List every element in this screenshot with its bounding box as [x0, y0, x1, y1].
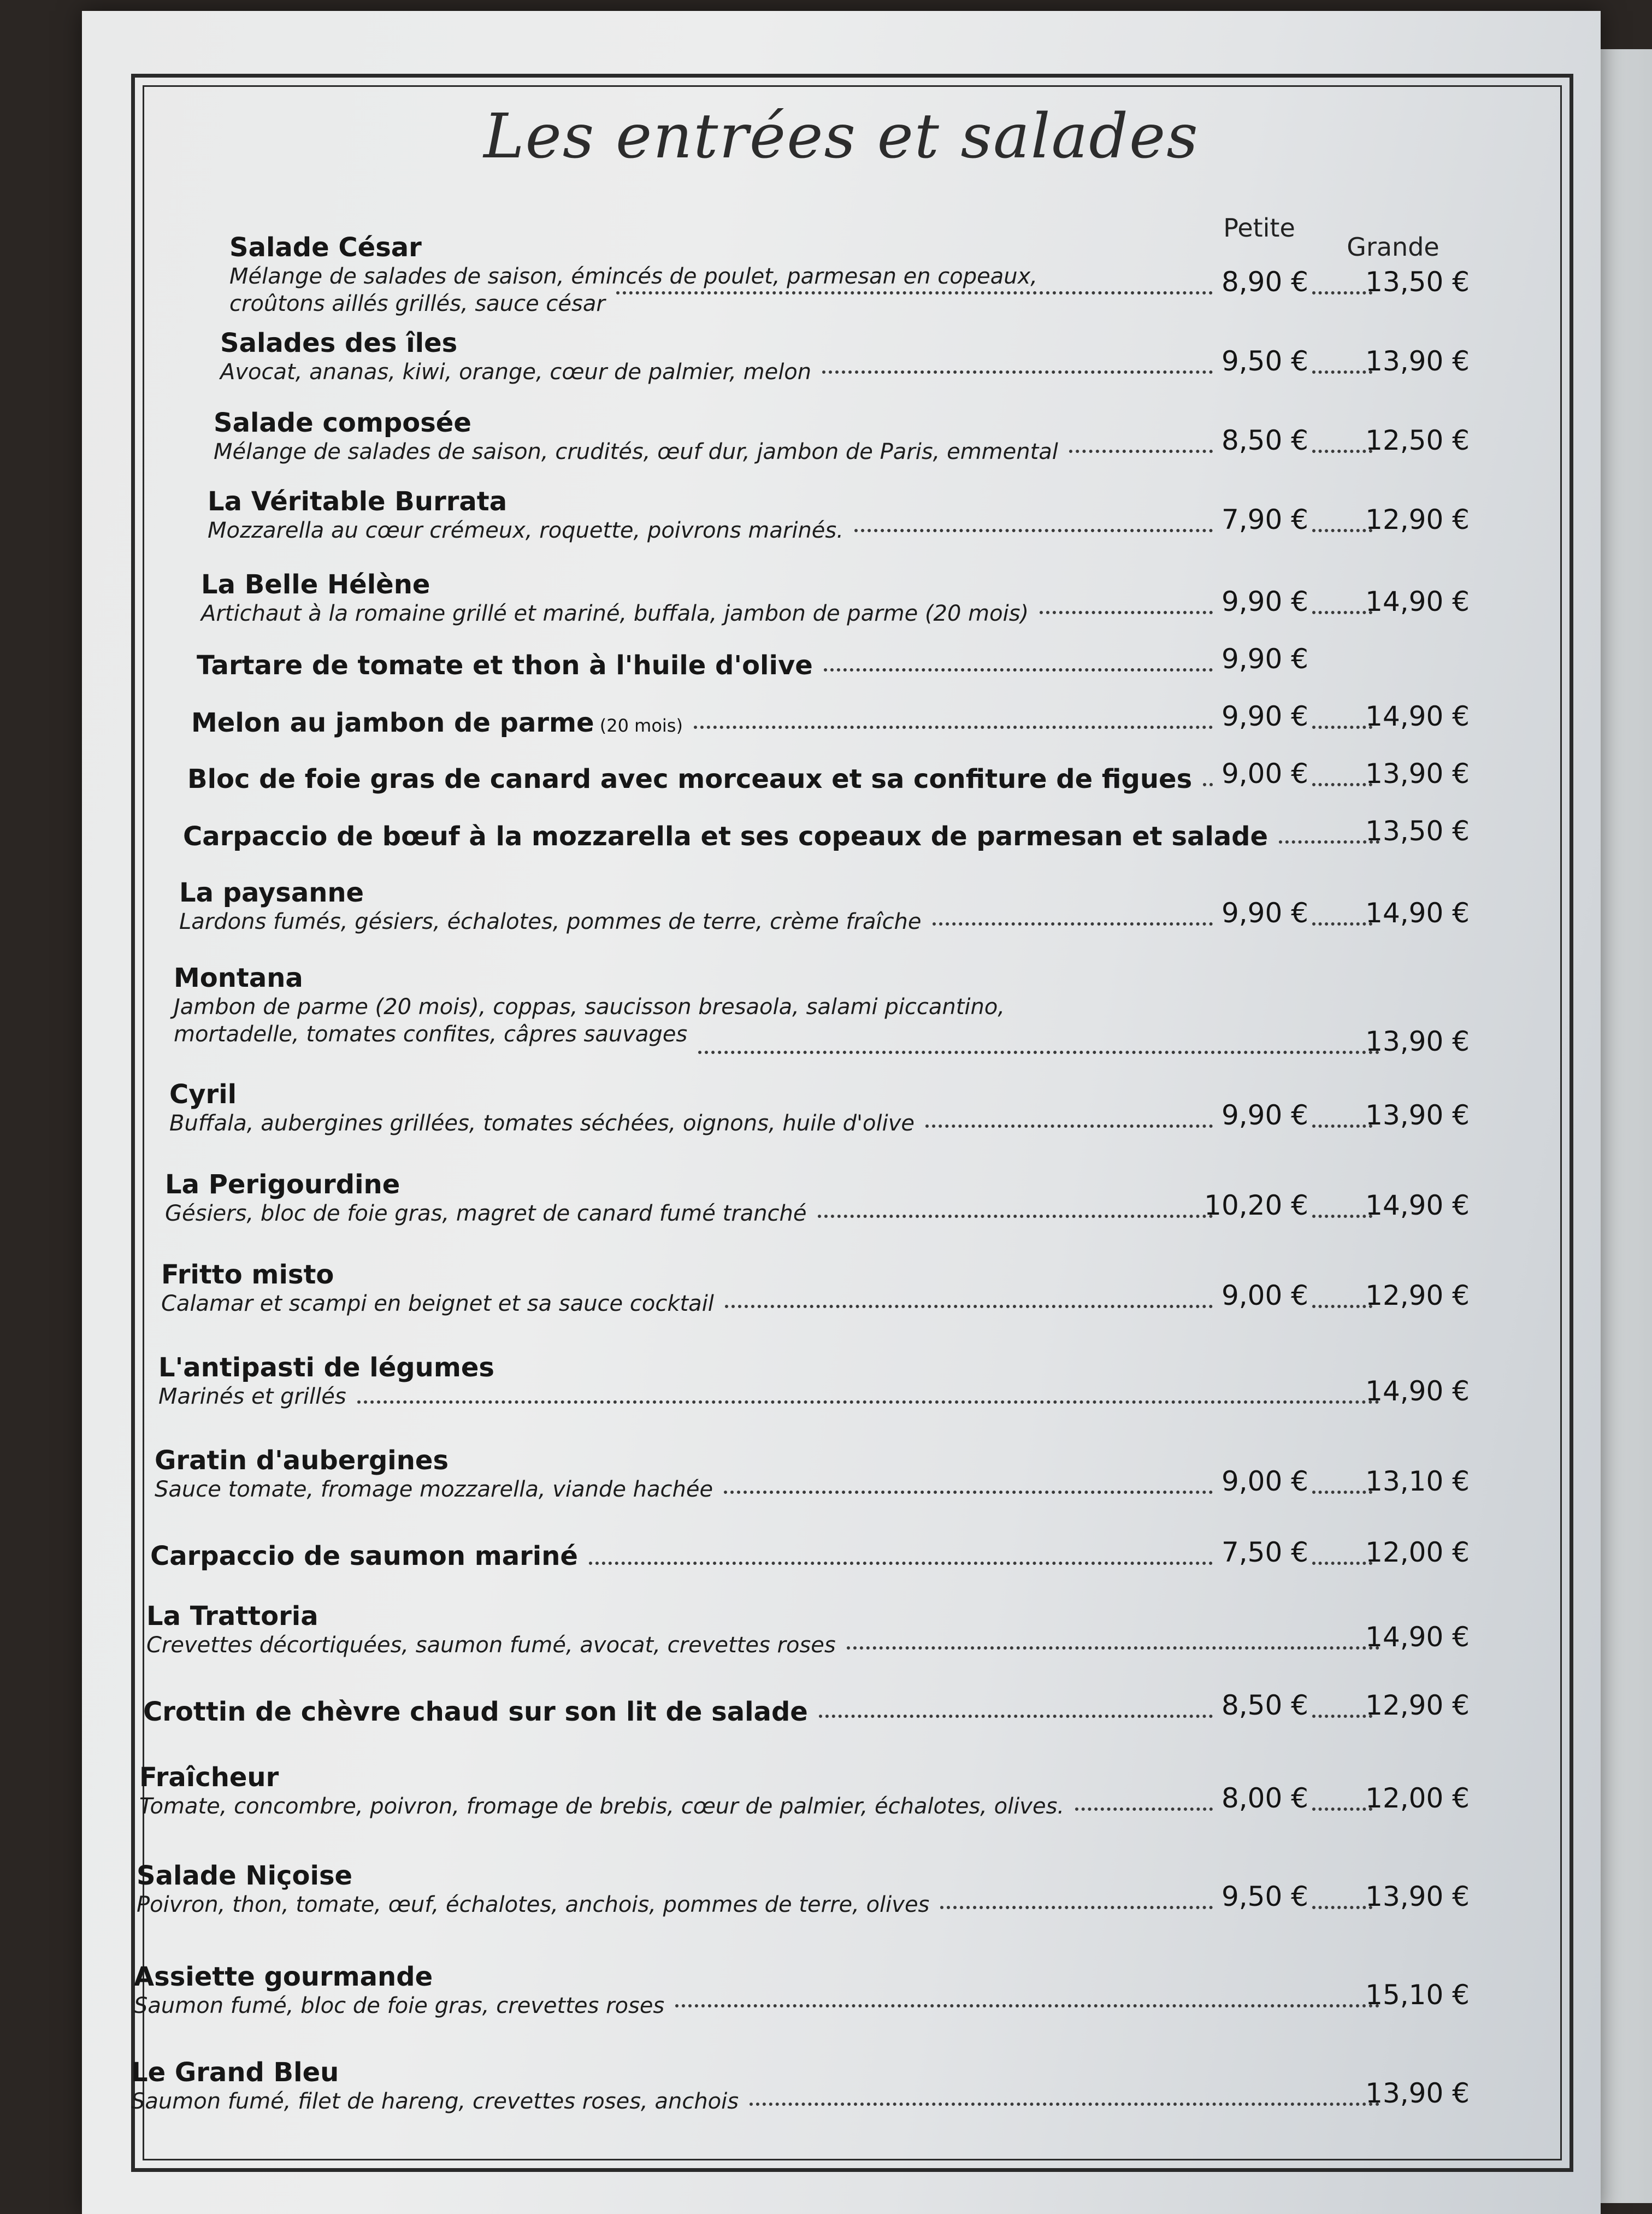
- price-petite: 9,90 €: [1221, 1099, 1308, 1131]
- menu-item-name: Fritto misto: [161, 1259, 334, 1290]
- price-grande: 13,90 €: [1365, 1881, 1470, 1912]
- leader-dots: [1203, 783, 1213, 786]
- price-leader-dots: [1312, 1807, 1372, 1811]
- menu-item-description: Saumon fumé, bloc de foie gras, crevettes roses: [134, 1993, 665, 2018]
- price-grande: 13,50 €: [1365, 266, 1470, 298]
- menu-item-name: Montana: [174, 963, 303, 993]
- menu-item-name: Fraîcheur: [139, 1762, 279, 1793]
- price-grande: 14,90 €: [1365, 897, 1470, 929]
- price-leader-dots: [1312, 1124, 1372, 1128]
- price-petite: 9,50 €: [1221, 1881, 1308, 1912]
- leader-dots: [725, 1305, 1213, 1308]
- leader-dots: [694, 726, 1213, 729]
- leader-dots: [819, 1715, 1213, 1718]
- menu-item-description: Mozzarella au cœur crémeux, roquette, poivrons marinés.: [208, 518, 843, 543]
- price-grande: 13,90 €: [1365, 345, 1470, 377]
- menu-item-name: La Véritable Burrata: [208, 486, 508, 517]
- leader-dots: [698, 1051, 1379, 1054]
- menu-item-description: Calamar et scampi en beignet et sa sauce cocktail: [161, 1291, 714, 1316]
- price-leader-dots: [1312, 450, 1372, 453]
- leader-dots: [724, 1491, 1213, 1494]
- price-grande: 12,00 €: [1365, 1536, 1470, 1568]
- column-header-grande: Grande: [1347, 232, 1439, 262]
- price-leader-dots: [1312, 370, 1372, 374]
- menu-item-description: Marinés et grillés: [158, 1384, 346, 1409]
- page-title: Les entrées et salades: [483, 101, 1199, 172]
- leader-dots: [1040, 611, 1213, 614]
- price-grande: 13,50 €: [1365, 815, 1470, 847]
- menu-item-name: Cyril: [169, 1079, 237, 1110]
- menu-item-name: L'antipasti de légumes: [158, 1352, 494, 1383]
- price-leader-dots: [1312, 1562, 1372, 1565]
- menu-item-note: (20 mois): [594, 715, 683, 736]
- price-grande: 14,90 €: [1365, 1621, 1470, 1653]
- price-grande: 14,90 €: [1365, 1190, 1470, 1221]
- leader-dots: [1069, 450, 1213, 453]
- menu-item-name: Tartare de tomate et thon à l'huile d'olive: [197, 650, 813, 681]
- leader-dots: [750, 2103, 1379, 2106]
- menu-item-name: Crottin de chèvre chaud sur son lit de salade: [143, 1697, 808, 1727]
- price-petite: 7,50 €: [1221, 1536, 1308, 1568]
- leader-dots: [589, 1562, 1213, 1565]
- menu-item-description: Buffala, aubergines grillées, tomates séchées, oignons, huile d'olive: [169, 1111, 915, 1136]
- leader-dots: [675, 2004, 1379, 2007]
- menu-item-name: La Belle Hélène: [201, 569, 430, 600]
- price-grande: 14,90 €: [1365, 1375, 1470, 1407]
- menu-item-name: Salade composée: [214, 408, 471, 438]
- price-leader-dots: [1312, 783, 1372, 786]
- menu-item-description: Tomate, concombre, poivron, fromage de brebis, cœur de palmier, échalotes, olives.: [139, 1794, 1065, 1819]
- leader-dots: [822, 370, 1213, 374]
- menu-item-description: Crevettes décortiquées, saumon fumé, avocat, crevettes roses: [146, 1633, 836, 1658]
- price-leader-dots: [1312, 1491, 1372, 1494]
- price-petite: 9,90 €: [1221, 586, 1308, 617]
- price-leader-dots: [1312, 611, 1372, 614]
- price-grande: 13,90 €: [1365, 758, 1470, 790]
- price-petite: 9,50 €: [1221, 345, 1308, 377]
- menu-item-description: Avocat, ananas, kiwi, orange, cœur de palmier, melon: [220, 360, 812, 385]
- price-leader-dots: [1312, 291, 1372, 295]
- menu-item-name: Salades des îles: [220, 328, 458, 358]
- price-grande: 13,90 €: [1365, 2077, 1470, 2109]
- price-grande: 13,90 €: [1365, 1026, 1470, 1057]
- leader-dots: [933, 922, 1213, 926]
- price-petite: 8,50 €: [1221, 425, 1308, 456]
- price-grande: 12,00 €: [1365, 1782, 1470, 1814]
- menu-item-description: Gésiers, bloc de foie gras, magret de canard fumé tranché: [165, 1201, 807, 1226]
- leader-dots: [925, 1124, 1213, 1128]
- leader-dots: [1075, 1807, 1213, 1811]
- menu-item-description: Jambon de parme (20 mois), coppas, saucisson bresaola, salami piccantino, mortadelle, tomates confites, câpres sauvages: [174, 994, 1005, 1047]
- menu-item-name: Carpaccio de saumon mariné: [150, 1541, 578, 1571]
- menu-item-name: La Perigourdine: [165, 1169, 400, 1200]
- price-petite: 8,90 €: [1221, 266, 1308, 298]
- leader-dots: [847, 1646, 1379, 1650]
- menu-item-name: Bloc de foie gras de canard avec morceaux et sa confiture de figues: [187, 764, 1193, 794]
- menu-item-description: Sauce tomate, fromage mozzarella, viande hachée: [155, 1477, 713, 1502]
- menu-item-description: Artichaut à la romaine grillé et mariné, buffala, jambon de parme (20 mois): [201, 601, 1029, 626]
- price-leader-dots: [1312, 529, 1372, 532]
- price-grande: 13,10 €: [1365, 1465, 1470, 1497]
- leader-dots: [1279, 840, 1379, 844]
- price-petite: 9,00 €: [1221, 758, 1308, 790]
- menu-item-name: La Trattoria: [146, 1601, 318, 1632]
- leader-dots: [854, 529, 1213, 532]
- leader-dots: [818, 1215, 1213, 1218]
- price-grande: 12,90 €: [1365, 504, 1470, 535]
- price-grande: 12,90 €: [1365, 1280, 1470, 1311]
- price-grande: 15,10 €: [1365, 1979, 1470, 2011]
- menu-item-name: La paysanne: [179, 878, 364, 908]
- menu-item-name: Carpaccio de bœuf à la mozzarella et ses copeaux de parmesan et salade: [183, 821, 1268, 852]
- menu-item-name: Le Grand Bleu: [131, 2057, 339, 2088]
- price-leader-dots: [1312, 922, 1372, 926]
- price-petite: 7,90 €: [1221, 504, 1308, 535]
- leader-dots: [357, 1400, 1379, 1404]
- menu-items-list: [82, 11, 1601, 2214]
- menu-item-description: Saumon fumé, filet de hareng, crevettes roses, anchois: [131, 2089, 739, 2114]
- price-petite: 9,90 €: [1221, 643, 1308, 675]
- menu-item-name: Melon au jambon de parme (20 mois): [191, 708, 683, 738]
- price-petite: 9,00 €: [1221, 1465, 1308, 1497]
- menu-page: [82, 11, 1601, 2214]
- menu-item-description: Mélange de salades de saison, crudités, œuf dur, jambon de Paris, emmental: [214, 439, 1058, 464]
- menu-item-description: Poivron, thon, tomate, œuf, échalotes, anchois, pommes de terre, olives: [137, 1892, 930, 1917]
- menu-item-name: Gratin d'aubergines: [155, 1445, 449, 1476]
- menu-item-description: Mélange de salades de saison, émincés de poulet, parmesan en copeaux, croûtons aillés grillés, sauce césar: [229, 264, 1038, 316]
- price-grande: 12,50 €: [1365, 425, 1470, 456]
- price-grande: 13,90 €: [1365, 1099, 1470, 1131]
- price-leader-dots: [1312, 1305, 1372, 1308]
- menu-item-name: Assiette gourmande: [134, 1962, 433, 1992]
- price-leader-dots: [1312, 726, 1372, 729]
- price-petite: 9,90 €: [1221, 897, 1308, 929]
- menu-item-description: Lardons fumés, gésiers, échalotes, pommes de terre, crème fraîche: [179, 909, 922, 934]
- column-header-petite: Petite: [1223, 213, 1295, 243]
- leader-dots: [940, 1906, 1213, 1909]
- price-grande: 12,90 €: [1365, 1689, 1470, 1721]
- menu-item-name: Salade Niçoise: [137, 1860, 353, 1891]
- price-petite: 10,20 €: [1204, 1190, 1308, 1221]
- price-petite: 8,00 €: [1221, 1782, 1308, 1814]
- price-leader-dots: [1312, 1215, 1372, 1218]
- price-petite: 8,50 €: [1221, 1689, 1308, 1721]
- leader-dots: [824, 668, 1213, 672]
- price-grande: 14,90 €: [1365, 700, 1470, 732]
- price-grande: 14,90 €: [1365, 586, 1470, 617]
- price-petite: 9,00 €: [1221, 1280, 1308, 1311]
- price-petite: 9,90 €: [1221, 700, 1308, 732]
- menu-item-name: Salade César: [229, 232, 422, 263]
- leader-dots: [616, 291, 1213, 295]
- price-leader-dots: [1312, 1906, 1372, 1909]
- price-leader-dots: [1312, 1715, 1372, 1718]
